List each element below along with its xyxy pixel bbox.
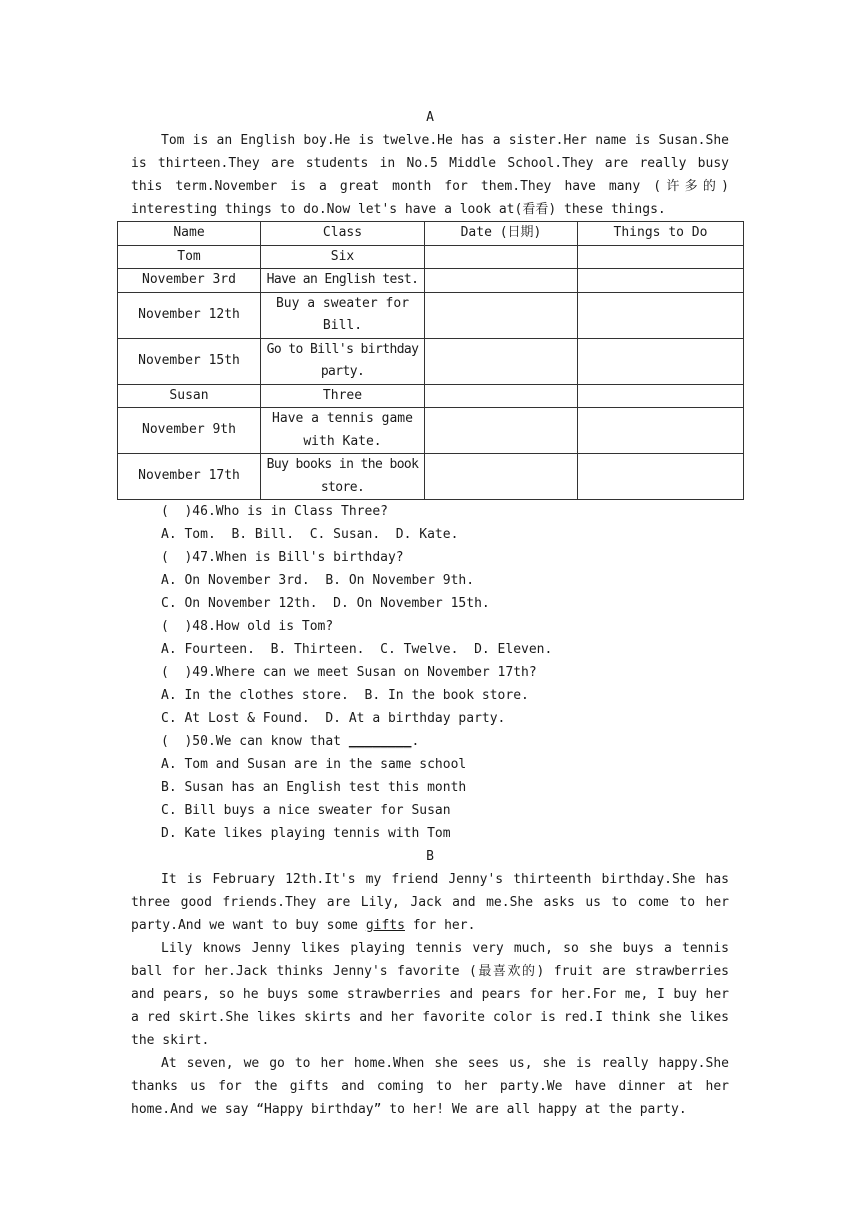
table-cell [578, 338, 744, 384]
question-48-stem: ( )48.How old is Tom? [161, 619, 334, 634]
section-b-paragraph-3: At seven, we go to her home.When she sees us, she is really happy.She thanks us for the gifts and coming to her party.We have dinner at her home.And we say “Happy birthday” to her! We are all happy at the party. [131, 1056, 729, 1117]
table-cell [425, 338, 578, 384]
question-47-stem: ( )47.When is Bill's birthday? [161, 550, 404, 565]
table-row [118, 292, 744, 338]
table-cell [578, 292, 744, 338]
table-cell: Have a tennis game with Kate. [261, 408, 425, 454]
question-50-option: C. Bill buys a nice sweater for Susan [161, 803, 451, 818]
question-50-option: D. Kate likes playing tennis with Tom [161, 826, 451, 841]
table-cell [578, 454, 744, 500]
table-cell [578, 269, 744, 293]
question-49-stem: ( )49.Where can we meet Susan on November 17th? [161, 665, 537, 680]
table-header-row [118, 222, 744, 246]
question-50-option: A. Tom and Susan are in the same school [161, 757, 467, 772]
table-cell: November 3rd [118, 269, 261, 293]
answer-blank: ________ [348, 734, 412, 749]
section-b-paragraph-2: Lily knows Jenny likes playing tennis very much, so she buys a tennis ball for her.Jack thinks Jenny's favorite (最喜欢的) fruit are strawberries and pears, so he buys some strawberries and pears for her.For me, I buy her a red skirt.She likes skirts and her favorite color is red.I think she likes the skirt. [131, 941, 729, 1048]
question-47-options: A. On November 3rd. B. On November 9th. [161, 573, 475, 588]
table-cell [578, 245, 744, 269]
table-cell [425, 384, 578, 408]
table-header-cell: Name [118, 222, 261, 246]
table-row [118, 269, 744, 293]
table-row [118, 338, 744, 384]
table-row [118, 245, 744, 269]
question-47-options: C. On November 12th. D. On November 15th. [161, 596, 490, 611]
table-row [118, 408, 744, 454]
table-header-cell: Class [261, 222, 425, 246]
question-49-options: C. At Lost & Found. D. At a birthday party. [161, 711, 506, 726]
paragraph-text: It is February 12th.It's my friend Jenny's thirteenth birthday.She has three good friends.They are Lily, Jack and me.She asks us to come to her party.And we want to buy some [131, 872, 729, 933]
question-50-stem-text: ( )50.We can know that [161, 734, 349, 749]
worksheet-content [131, 106, 729, 1121]
question-50-stem [131, 730, 729, 753]
question-50-stem-end: . [411, 734, 420, 749]
table-cell [425, 245, 578, 269]
table-cell [578, 408, 744, 454]
table-cell [425, 408, 578, 454]
schedule-table [117, 221, 744, 500]
table-cell: November 15th [118, 338, 261, 384]
table-cell: Three [261, 384, 425, 408]
question-50-option: B. Susan has an English test this month [161, 780, 467, 795]
table-row [118, 454, 744, 500]
table-cell: Buy books in the book store. [261, 454, 425, 500]
table-row [118, 384, 744, 408]
table-cell [425, 292, 578, 338]
section-a-passage: Tom is an English boy.He is twelve.He has a sister.Her name is Susan.She is thirteen.They are students in No.5 Middle School.They are really busy this term.November is a great month for them.They have many (许多的) interesting things to do.Now let's have a look at(看看) these things. [131, 133, 729, 217]
table-cell: Buy a sweater for Bill. [261, 292, 425, 338]
table-cell: November 12th [118, 292, 261, 338]
table-cell [425, 454, 578, 500]
question-46-options: A. Tom. B. Bill. C. Susan. D. Kate. [161, 527, 459, 542]
table-cell: Susan [118, 384, 261, 408]
question-48-options: A. Fourteen. B. Thirteen. C. Twelve. D. Eleven. [161, 642, 553, 657]
table-header-cell: Things to Do [578, 222, 744, 246]
table-cell [578, 384, 744, 408]
underlined-word: gifts [365, 918, 405, 933]
table-cell: November 9th [118, 408, 261, 454]
section-b-heading: B [426, 849, 434, 864]
table-cell: Have an English test. [261, 269, 425, 293]
question-46-stem: ( )46.Who is in Class Three? [161, 504, 388, 519]
section-b-paragraph-1 [131, 868, 729, 937]
table-cell: Six [261, 245, 425, 269]
table-cell: November 17th [118, 454, 261, 500]
question-49-options: A. In the clothes store. B. In the book store. [161, 688, 529, 703]
table-cell [425, 269, 578, 293]
questions-block [131, 500, 729, 845]
table-header-cell: Date (日期) [425, 222, 578, 246]
table-cell: Go to Bill's birthday party. [261, 338, 425, 384]
paragraph-text: for her. [404, 918, 476, 933]
table-cell: Tom [118, 245, 261, 269]
section-a-heading: A [426, 110, 434, 125]
